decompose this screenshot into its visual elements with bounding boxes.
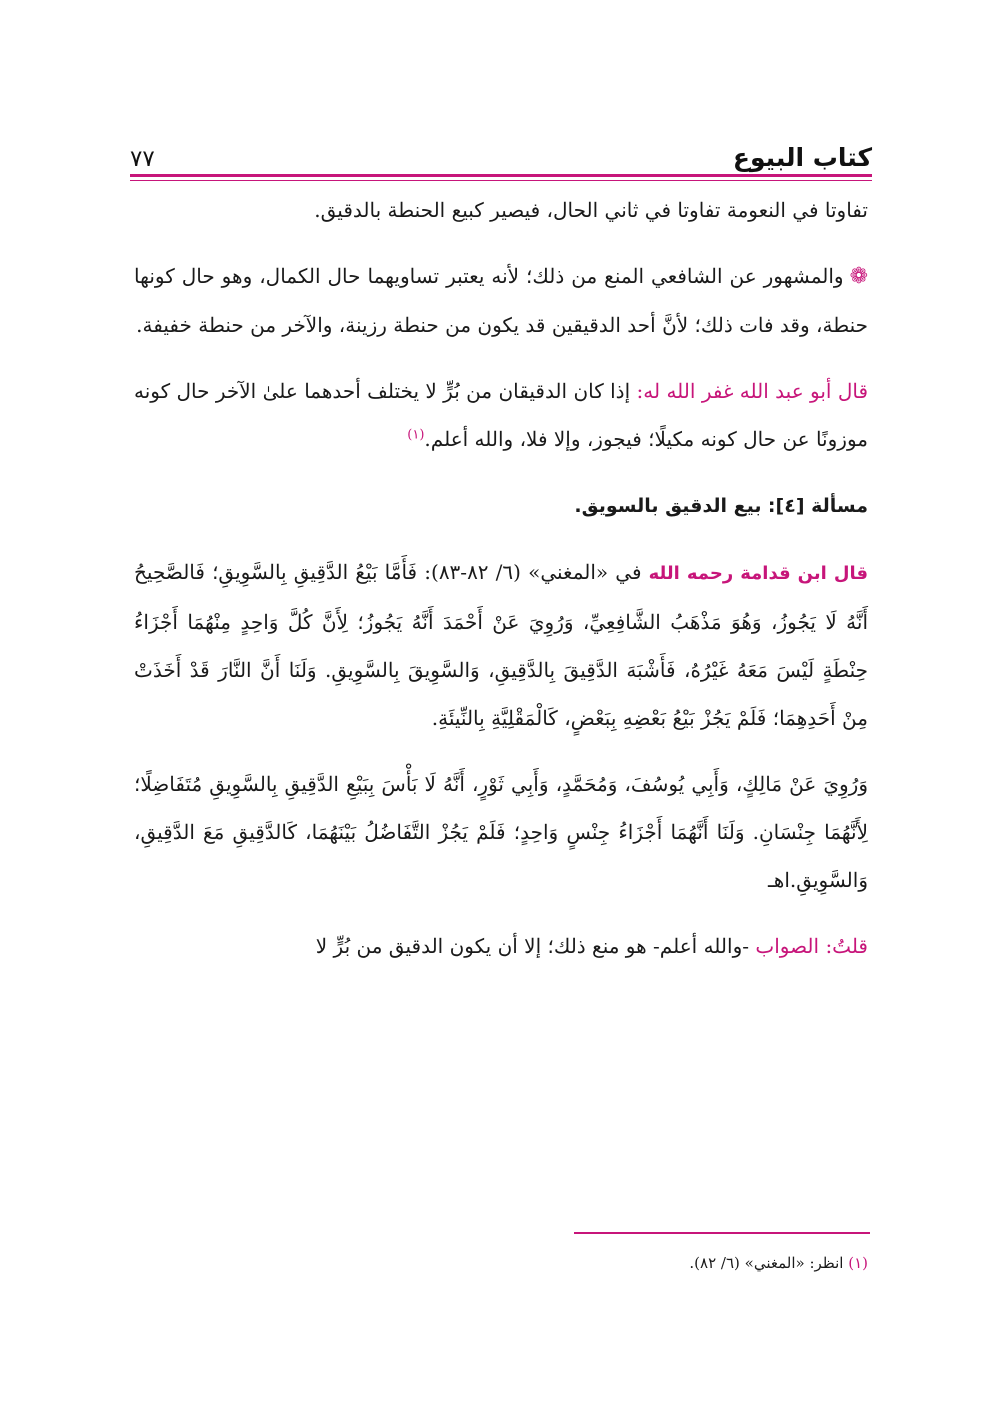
header-rule-thick xyxy=(130,174,872,177)
page-body xyxy=(134,186,868,970)
footnote xyxy=(134,1250,868,1276)
closing-highlight: الصواب xyxy=(755,934,820,958)
issue-label: مسألة [٤]: xyxy=(767,495,868,517)
page-header xyxy=(130,126,872,172)
quote-text-2: وَرُوِيَ عَنْ مَالِكٍ، وَأَبِي يُوسُفَ، وَمُحَمَّدٍ، وَأَبِي ثَوْرٍ، أَنَّهُ لَا بَأْسَ بِبَيْعِ الدَّقِيقِ بِالسَّوِيقِ مُتَفَاضِلًا؛ لِأَنَّهُمَا جِنْسَانِ. وَلَنَا أَنَّهُمَا أَجْزَاءُ جِنْسٍ وَاحِدٍ؛ فَلَمْ يَجُزْ التَّفَاضُلُ بَيْنَهُمَا، كَالدَّقِيقِ مَعَ الدَّقِيقِ، وَالسَّوِيقِ.اهـ xyxy=(134,772,868,892)
footnote-marker: (١) xyxy=(848,1254,868,1272)
footnote-rule xyxy=(574,1232,870,1234)
paragraph-text: تفاوتا في النعومة تفاوتا في ثاني الحال، فيصير كبيع الحنطة بالدقيق. xyxy=(314,198,868,222)
paragraph-closing xyxy=(134,922,868,970)
flower-ornament-icon: ❁ xyxy=(849,264,868,289)
issue-heading xyxy=(134,481,868,530)
closing-text: -والله أعلم- هو منع ذلك؛ إلا أن يكون الدقيق من بُرٍّ لا xyxy=(315,934,749,958)
header-rule-thin xyxy=(130,180,872,181)
paragraph-continuation xyxy=(134,186,868,234)
quote-text: فَأَمَّا بَيْعُ الدَّقِيقِ بِالسَّوِيقِ؛ فَالصَّحِيحُ أَنَّهُ لَا يَجُوزُ، وَهُوَ مَذْهَبُ الشَّافِعِيِّ، وَرُوِيَ عَنْ أَحْمَدَ أَنَّهُ يَجُوزُ؛ لِأَنَّ كُلَّ وَاحِدٍ مِنْهُمَا أَجْزَاءُ حِنْطَةٍ لَيْسَ مَعَهُ غَيْرُهُ، فَأَشْبَهَ الدَّقِيقَ بِالدَّقِيقِ، وَالسَّوِيقَ بِالسَّوِيقِ. وَلَنَا أَنَّ النَّارَ قَدْ أَخَذَتْ مِنْ أَحَدِهِمَا؛ فَلَمْ يَجُزْ بَيْعُ بَعْضِهِ بِبَعْضٍ، كَالْمَقْلِيَّةِ بِالنِّيئَةِ. xyxy=(134,560,868,730)
paragraph-text: والمشهور عن الشافعي المنع من ذلك؛ لأنه يعتبر تساويهما حال الكمال، وهو حال كونها حنطة، وقد فات ذلك؛ لأنَّ أحد الدقيقين قد يكون من حنطة رزينة، والآخر من حنطة خفيفة. xyxy=(134,264,868,337)
quote-ibn-qudama xyxy=(134,548,868,742)
page-number: ٧٧ xyxy=(130,146,155,172)
footnote-reference: (١) xyxy=(407,427,425,443)
author-lead: قال أبو عبد الله غفر الله له: xyxy=(636,379,869,403)
paragraph-author-opinion xyxy=(134,367,868,463)
quote-source: في «المغني» (٦/ ٨٢-٨٣): xyxy=(424,560,642,584)
quote-continuation xyxy=(134,760,868,904)
paragraph-shafii xyxy=(134,252,868,349)
issue-title: بيع الدقيق بالسويق. xyxy=(574,495,762,517)
closing-lead: قلتُ: xyxy=(825,934,868,958)
footnote-text: انظر: «المغني» (٦/ ٨٢). xyxy=(689,1254,844,1272)
quote-lead: قال ابن قدامة رحمه الله xyxy=(648,563,869,584)
book-title: كتاب البيوع xyxy=(732,143,872,172)
paragraph-text: إذا كان الدقيقان من بُرٍّ لا يختلف أحدهما علىٰ الآخر حال كونه موزونًا عن حال كونه مكيلًا؛ فيجوز، وإلا فلا، والله أعلم. xyxy=(134,379,868,451)
